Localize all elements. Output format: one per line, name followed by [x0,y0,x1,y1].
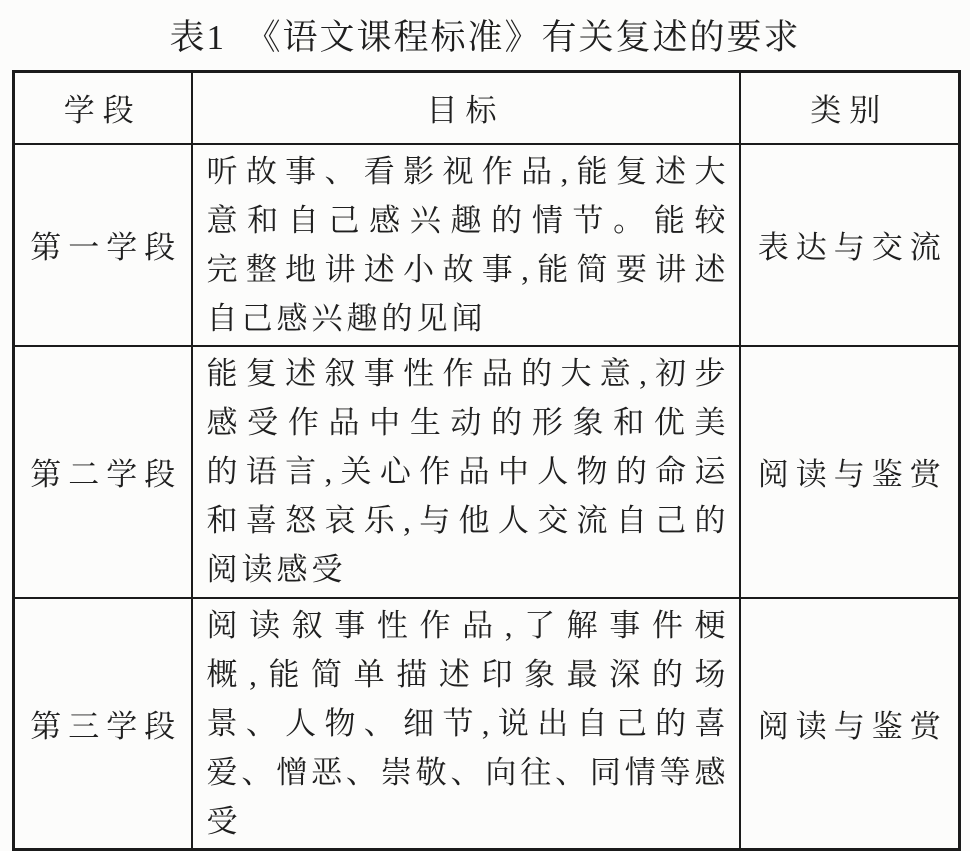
goal-text-line: 阅读叙事性作品,了解事件梗 [206,607,727,643]
goal-text-line: 感受作品中生动的形象和优美 [206,405,727,440]
goal-text-line: 受 [206,803,242,839]
goal-text-line: 能复述叙事性作品的大意,初步 [206,356,727,391]
goal-text-line: 自己感兴趣的见闻 [206,300,487,336]
goal-cell-1 [192,144,740,346]
category-cell-1: 表达与交流 [740,144,960,346]
curriculum-standards-table [12,70,961,851]
header-stage: 学段 [14,72,192,144]
goal-cell-3 [192,598,740,850]
stage-cell-1: 第一学段 [14,144,192,346]
table-row-stage-3 [14,598,960,850]
category-cell-2: 阅读与鉴赏 [740,346,960,598]
goal-text-line: 听故事、看影视作品,能复述大 [206,153,727,189]
goal-text-line: 和喜怒哀乐,与他人交流自己的 [206,503,727,538]
goal-text-line: 概,能简单描述印象最深的场 [206,656,727,692]
table-row-stage-2 [14,346,960,598]
table-caption: 表1 《语文课程标准》有关复述的要求 [169,18,801,57]
goal-text-line: 爱、憎恶、崇敬、向往、同情等感 [206,754,727,790]
table-row-stage-1 [14,144,960,346]
goal-text-line: 景、人物、细节,说出自己的喜 [206,705,727,741]
stage-cell-2: 第二学段 [14,346,192,598]
goal-text-line: 意和自己感兴趣的情节。能较 [206,202,727,238]
goal-text-line: 完整地讲述小故事,能简要讲述 [206,251,727,287]
header-category: 类别 [740,72,960,144]
goal-text-line: 阅读感受 [206,552,347,587]
header-goal: 目标 [192,72,740,144]
category-cell-3: 阅读与鉴赏 [740,598,960,850]
stage-cell-3: 第三学段 [14,598,192,850]
table-header-row [14,72,960,144]
goal-cell-2 [192,346,740,598]
goal-text-line: 的语言,关心作品中人物的命运 [206,454,727,489]
